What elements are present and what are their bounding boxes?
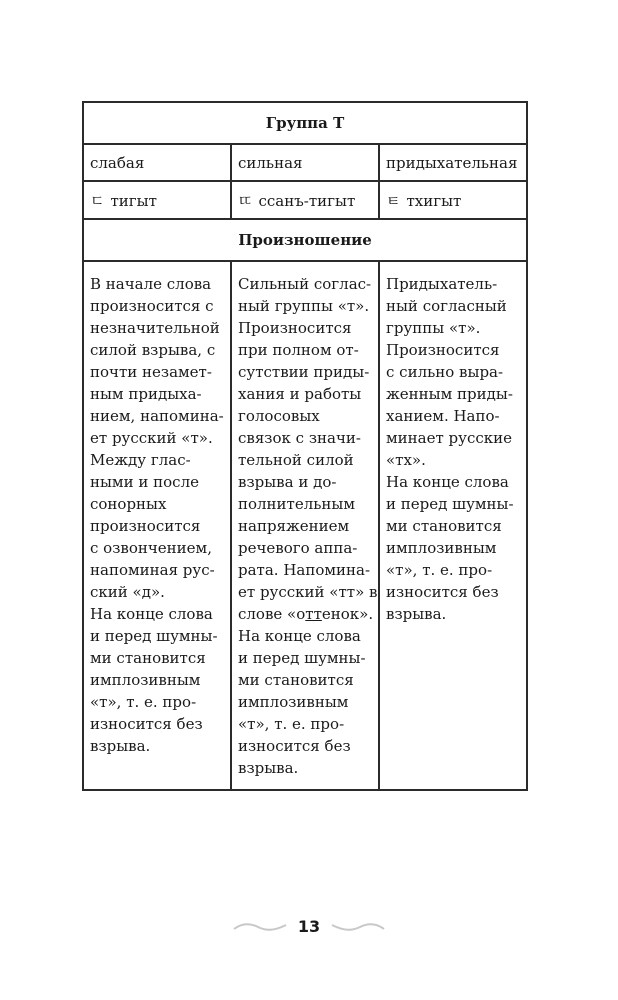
text-line: взрыва и до- xyxy=(238,473,337,491)
text-line: «тх». xyxy=(386,451,426,469)
wave-ornament-right-icon xyxy=(330,921,386,933)
text-line: ными и после xyxy=(90,473,199,491)
text-line: ский «д». xyxy=(90,583,165,601)
text-line: силой взрыва, с xyxy=(90,341,216,359)
section-title: Произношение xyxy=(83,219,527,261)
type-strong: сильная xyxy=(231,144,379,181)
underlined-tt: тт xyxy=(305,605,322,623)
text-line: нием, напомина- xyxy=(90,407,224,425)
text-line: произносится с xyxy=(90,297,214,315)
text-line: «т», т. е. про- xyxy=(90,693,197,711)
text-line: при полном от- xyxy=(238,341,359,359)
text-line: Произносится xyxy=(238,319,352,337)
pronunciation-aspirated xyxy=(379,261,527,790)
jamo-symbol: ㄸ xyxy=(238,191,253,210)
text-line: ный группы «т». xyxy=(238,297,370,315)
text-line: «т», т. е. про- xyxy=(238,715,345,733)
letter-weak xyxy=(83,181,231,219)
example-prefix: слове « xyxy=(238,605,297,623)
text-line: напряжением xyxy=(238,517,350,535)
letter-name: ссанъ-тигыт xyxy=(258,191,356,210)
letter-name: тигыт xyxy=(110,191,157,210)
text-line: напоминая рус- xyxy=(90,561,215,579)
pronunciation-weak xyxy=(83,261,231,790)
text-line: полнительным xyxy=(238,495,356,513)
type-aspirated: придыхательная xyxy=(379,144,527,181)
text-line: и перед шумны- xyxy=(386,495,514,513)
text-line: хания и работы xyxy=(238,385,362,403)
text-line: с сильно выра- xyxy=(386,363,504,381)
letter-strong xyxy=(231,181,379,219)
wave-ornament-left-icon xyxy=(232,921,288,933)
text-line: Сильный соглас- xyxy=(238,275,372,293)
jamo-symbol: ㄷ xyxy=(90,191,105,210)
text-line: Произносится xyxy=(386,341,500,359)
text-line: группы «т». xyxy=(386,319,481,337)
text-line: ет русский «т». xyxy=(90,429,213,447)
text-line: ми становится xyxy=(90,649,206,667)
text-line: взрыва. xyxy=(238,759,299,777)
text-line: незначительной xyxy=(90,319,220,337)
text-line: износится без xyxy=(238,737,351,755)
letter-name: тхигыт xyxy=(406,191,462,210)
pronunciation-strong xyxy=(231,261,379,790)
page-footer xyxy=(0,916,618,936)
text-line: голосовых xyxy=(238,407,320,425)
text-line: рата. Напомина- xyxy=(238,561,371,579)
text-line: с озвончением, xyxy=(90,539,212,557)
text-line: женным приды- xyxy=(386,385,513,403)
text-line: и перед шумны- xyxy=(90,627,218,645)
text-line: износится без xyxy=(386,583,499,601)
text-line: тельной силой xyxy=(238,451,354,469)
text-line: взрыва. xyxy=(386,605,447,623)
text-line: Придыхатель- xyxy=(386,275,498,293)
text-line: минает русские xyxy=(386,429,513,447)
text-line: износится без xyxy=(90,715,203,733)
example-o: о xyxy=(296,605,306,623)
example-suffix: енок». xyxy=(321,605,374,623)
text-line: и перед шумны- xyxy=(238,649,366,667)
text-line: речевого аппа- xyxy=(238,539,358,557)
text-line: связок с значи- xyxy=(238,429,361,447)
text-line-example xyxy=(238,603,372,625)
text-line: Между глас- xyxy=(90,451,191,469)
text-line: ми становится xyxy=(238,671,354,689)
text-line: ми становится xyxy=(386,517,502,535)
text-line: сутствии приды- xyxy=(238,363,370,381)
text-line: ет русский «тт» в xyxy=(238,583,378,601)
text-line: взрыва. xyxy=(90,737,151,755)
letter-aspirated xyxy=(379,181,527,219)
text-line: произносится xyxy=(90,517,201,535)
text-line: имплозивным xyxy=(238,693,349,711)
text-line: почти незамет- xyxy=(90,363,212,381)
consonant-table xyxy=(82,101,528,791)
text-line: ханием. Напо- xyxy=(386,407,500,425)
text-line: имплозивным xyxy=(386,539,497,557)
text-line: На конце слова xyxy=(90,605,213,623)
text-line: На конце слова xyxy=(238,627,361,645)
text-line: сонорных xyxy=(90,495,167,513)
text-line: В начале слова xyxy=(90,275,212,293)
text-line: ным придыха- xyxy=(90,385,202,403)
jamo-symbol: ㅌ xyxy=(386,191,401,210)
type-weak: слабая xyxy=(83,144,231,181)
page-number: 13 xyxy=(297,917,321,936)
group-title: Группа Т xyxy=(83,102,527,144)
text-line: На конце слова xyxy=(386,473,509,491)
text-line: имплозивным xyxy=(90,671,201,689)
text-line: «т», т. е. про- xyxy=(386,561,493,579)
text-line: ный согласный xyxy=(386,297,507,315)
